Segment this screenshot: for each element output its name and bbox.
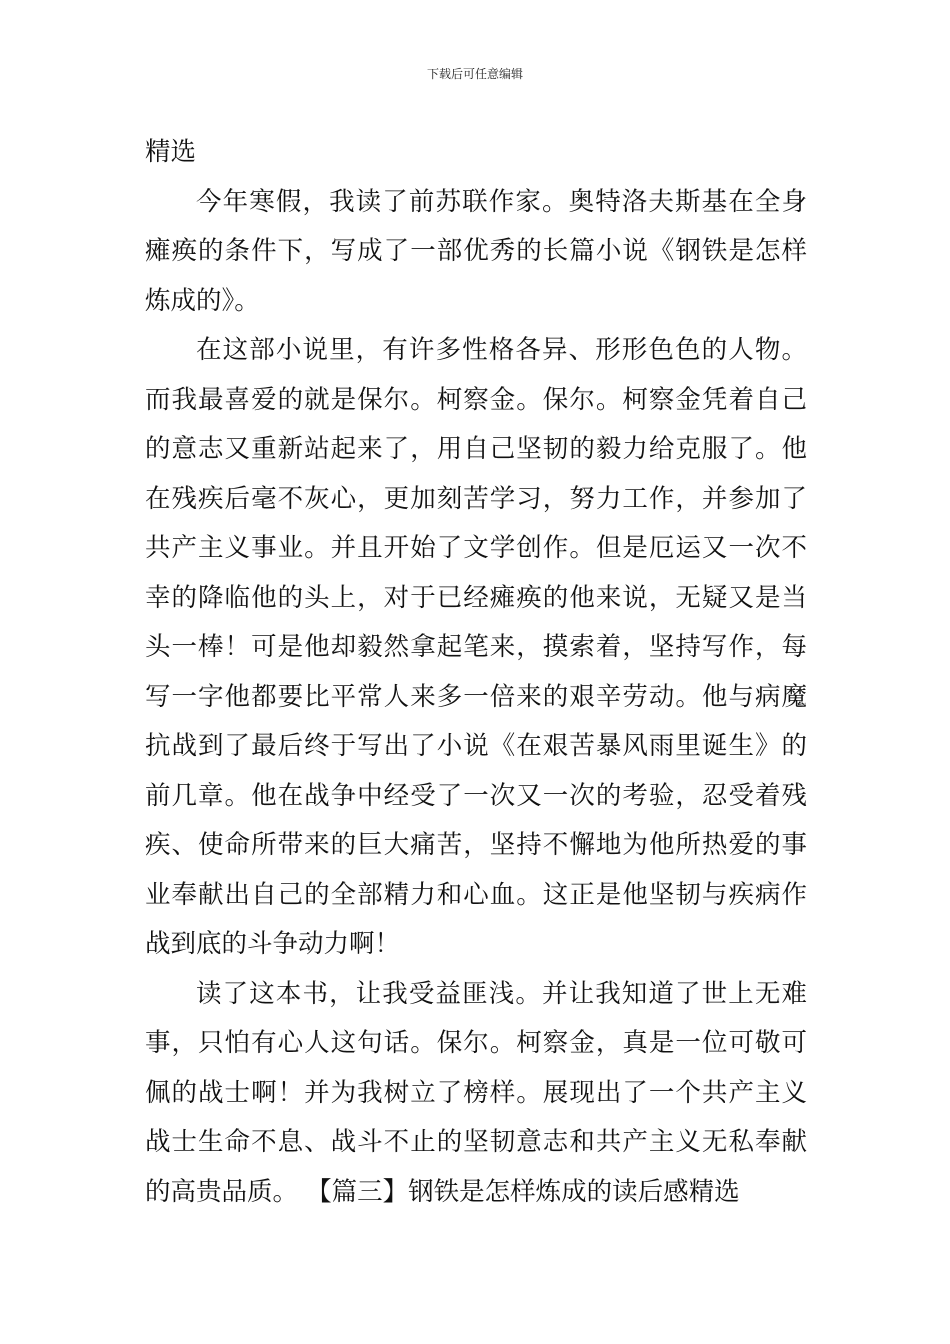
paragraph-reflection: 读了这本书，让我受益匪浅。并让我知道了世上无难事，只怕有心人这句话。保尔。柯察金，真是一位可敬可佩的战士啊！并为我树立了榜样。展现出了一个共产主义战士生命不息、战斗不止的坚韧意志和共产主义无私奉献的高贵品质。 【篇三】钢铁是怎样炼成的读后感精选	[145, 978, 807, 1207]
document-body	[145, 128, 807, 1217]
paragraph-continuation: 精选	[145, 137, 197, 167]
paragraph-story: 在这部小说里，有许多性格各异、形形色色的人物。而我最喜爱的就是保尔。柯察金。保尔。柯察金凭着自己的意志又重新站起来了，用自己坚韧的毅力给克服了。他在残疾后毫不灰心，更加刻苦学习，努力工作，并参加了共产主义事业。并且开始了文学创作。但是厄运又一次不幸的降临他的头上，对于已经瘫痪的他来说，无疑又是当头一棒！可是他却毅然拿起笔来，摸索着，坚持写作，每写一字他都要比平常人来多一倍来的艰辛劳动。他与病魔抗战到了最后终于写出了小说《在艰苦暴风雨里诞生》的前几章。他在战争中经受了一次又一次的考验，忍受着残疾、使命所带来的巨大痛苦，坚持不懈地为他所热爱的事业奉献出自己的全部精力和心血。这正是他坚韧与疾病作战到底的斗争动力啊！	[145, 335, 807, 959]
page-header: 下载后可任意编辑	[426, 67, 523, 81]
paragraph-intro: 今年寒假，我读了前苏联作家。奥特洛夫斯基在全身瘫痪的条件下，写成了一部优秀的长篇小说《钢铁是怎样炼成的》。	[145, 186, 807, 316]
